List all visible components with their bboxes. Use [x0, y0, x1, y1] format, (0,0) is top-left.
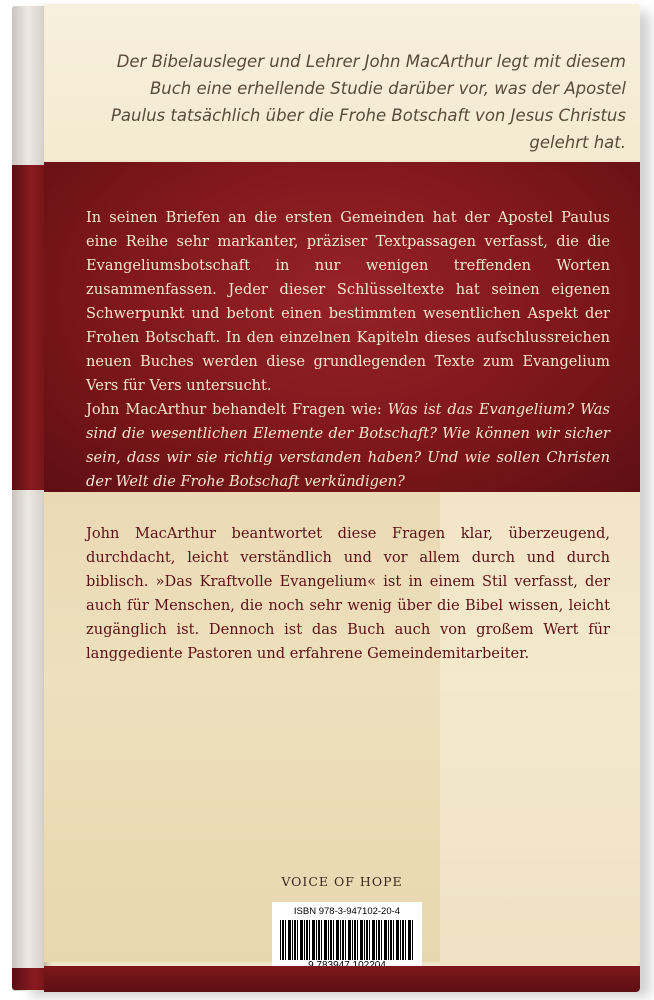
lower-section	[44, 492, 640, 962]
barcode	[272, 902, 422, 974]
barcode-bars	[280, 920, 414, 960]
red-band-text	[86, 206, 610, 494]
red-band	[44, 162, 640, 492]
lower-paragraph: John MacArthur beantwortet diese Fragen klar, überzeugend, durchdacht, leicht verständlich und vor allem durch und durch biblisch. »Das Kraftvolle Evangelium« ist in einem Stil verfasst, der auch für Menschen, die noch sehr wenig über die Bibel wissen, leicht zugänglich ist. Dennoch ist das Buch auch von großem Wert für langgediente Pastoren und erfahrene Gemeindemitarbeiter.	[86, 525, 610, 662]
isbn-label: ISBN 978-3-947102-20-4	[293, 906, 401, 917]
book-back-cover	[44, 4, 640, 992]
intro-text: Der Bibelausleger und Lehrer John MacArthur legt mit diesem Buch eine erhellende Studie darüber vor, was der Apostel Paulus tatsächlich über die Frohe Botschaft von Jesus Christus gelehrt hat.	[110, 52, 626, 152]
red-paragraph: In seinen Briefen an die ersten Gemeinden hat der Apostel Paulus eine Reihe sehr markanter, präziser Textpassagen verfasst, die die Evangeliumsbotschaft in nur wenigen treffenden Worten zusammenfassen. Jeder dieser Schlüsseltexte hat seinen eigenen Schwerpunkt und betont einen bestimmten wesentlichen Aspekt der Frohen Botschaft. In den einzelnen Kapiteln dieses aufschlussreichen neuen Buches werden diese grundlegenden Texte zum Evangelium Vers für Vers untersucht.	[86, 209, 610, 394]
questions-italic: Was ist das Evangelium? Was sind die wesentlichen Elemente der Botschaft? Wie können wir sicher sein, dass wir sie richtig verstanden haben? Und wie sollen Christen der Welt die Frohe Botschaft verkündigen?	[86, 401, 610, 490]
bottom-red-strip	[44, 966, 640, 992]
questions-lead: John MacArthur behandelt Fragen wie:	[86, 401, 388, 418]
top-section	[44, 4, 640, 162]
publisher-name: VOICE OF HOPE	[281, 874, 403, 889]
